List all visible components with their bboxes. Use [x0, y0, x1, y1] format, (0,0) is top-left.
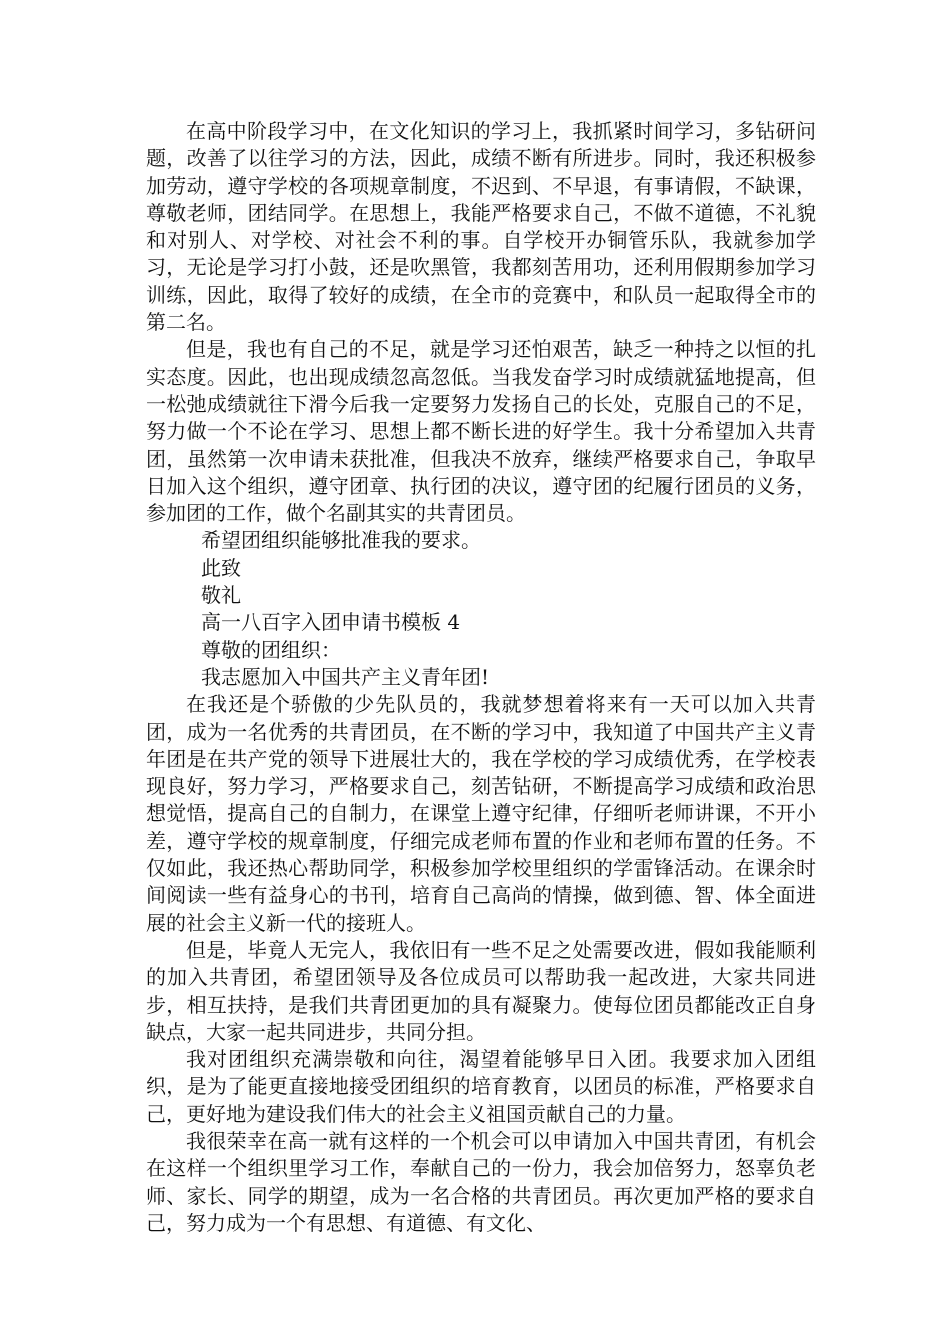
closing-cizhi: 此致	[201, 555, 241, 580]
paragraph-honor: 我很荣幸在高一就有这样的一个机会可以申请加入中国共青团，有机会在这样一个组织里学习工作，奉献自己的一份力，我会加倍努力，怒辜负老师、家长、同学的期望，成为一名合格的共青团员。再次更加严格的要求自己，努力成为一个有思想、有道德、有文化、	[146, 1128, 816, 1235]
declaration-line: 我志愿加入中国共产主义青年团!	[201, 664, 490, 689]
salutation: 尊敬的团组织：	[201, 637, 341, 662]
paragraph-dream: 在我还是个骄傲的少先队员的，我就梦想着将来有一天可以加入共青团，成为一名优秀的共青团员，在不断的学习中，我知道了中国共产主义青年团是在共产党的领导下进展壮大的，我在学校的学习成绩优秀，在学校表现良好，努力学习，严格要求自己，刻苦钻研，不断提高学习成绩和政治思想觉悟，提高自己的自制力，在课堂上遵守纪律，仔细听老师讲课，不开小差，遵守学校的规章制度，仔细完成老师布置的作业和老师布置的任务。不仅如此，我还热心帮助同学，积极参加学校里组织的学雷锋活动。在课余时间阅读一些有益身心的书刊，培育自己高尚的情操，做到德、智、体全面进展的社会主义新一代的接班人。	[146, 692, 816, 935]
request-line: 希望团组织能够批准我的要求。	[201, 528, 481, 553]
paragraph-respect: 我对团组织充满崇敬和向往，渴望着能够早日入团。我要求加入团组织，是为了能更直接地接受团组织的培育教育，以团员的标准，严格要求自己，更好地为建设我们伟大的社会主义祖国贡献自己的力量。	[146, 1047, 816, 1126]
paragraph-shortcomings: 但是，我也有自己的不足，就是学习还怕艰苦，缺乏一种持之以恒的扎实态度。因此，也出现成绩忽高忽低。当我发奋学习时成绩就猛地提高，但一松弛成绩就往下滑今后我一定要努力发扬自己的长处，克服自己的不足，努力做一个不论在学习、思想上都不断长进的好学生。我十分希望加入共青团，虽然第一次申请未获批准，但我决不放弃，继续严格要求自己，争取早日加入这个组织，遵守团章、执行团的决议，遵守团的纪履行团员的义务，参加团的工作，做个名副其实的共青团员。	[146, 337, 816, 526]
document-body	[146, 118, 816, 1237]
closing-jingli: 敬礼	[201, 583, 241, 608]
paragraph-improve: 但是，毕竟人无完人，我依旧有一些不足之处需要改进，假如我能顺利的加入共青团，希望团领导及各位成员可以帮助我一起改进，大家共同进步，相互扶持，是我们共青团更加的具有凝聚力。使每位团员都能改正自身缺点，大家一起共同进步，共同分担。	[146, 937, 816, 1044]
paragraph-study: 在高中阶段学习中，在文化知识的学习上，我抓紧时间学习，多钻研问题，改善了以往学习的方法，因此，成绩不断有所进步。同时，我还积极参加劳动，遵守学校的各项规章制度，不迟到、不早退，有事请假，不缺课，尊敬老师，团结同学。在思想上，我能严格要求自己，不做不道德，不礼貌和对别人、对学校、对社会不利的事。自学校开办铜管乐队，我就参加学习，无论是学习打小鼓，还是吹黑管，我都刻苦用功，还利用假期参加学习训练，因此，取得了较好的成绩，在全市的竞赛中，和队员一起取得全市的第二名。	[146, 119, 816, 335]
template-heading: 高一八百字入团申请书模板 4	[201, 610, 461, 635]
